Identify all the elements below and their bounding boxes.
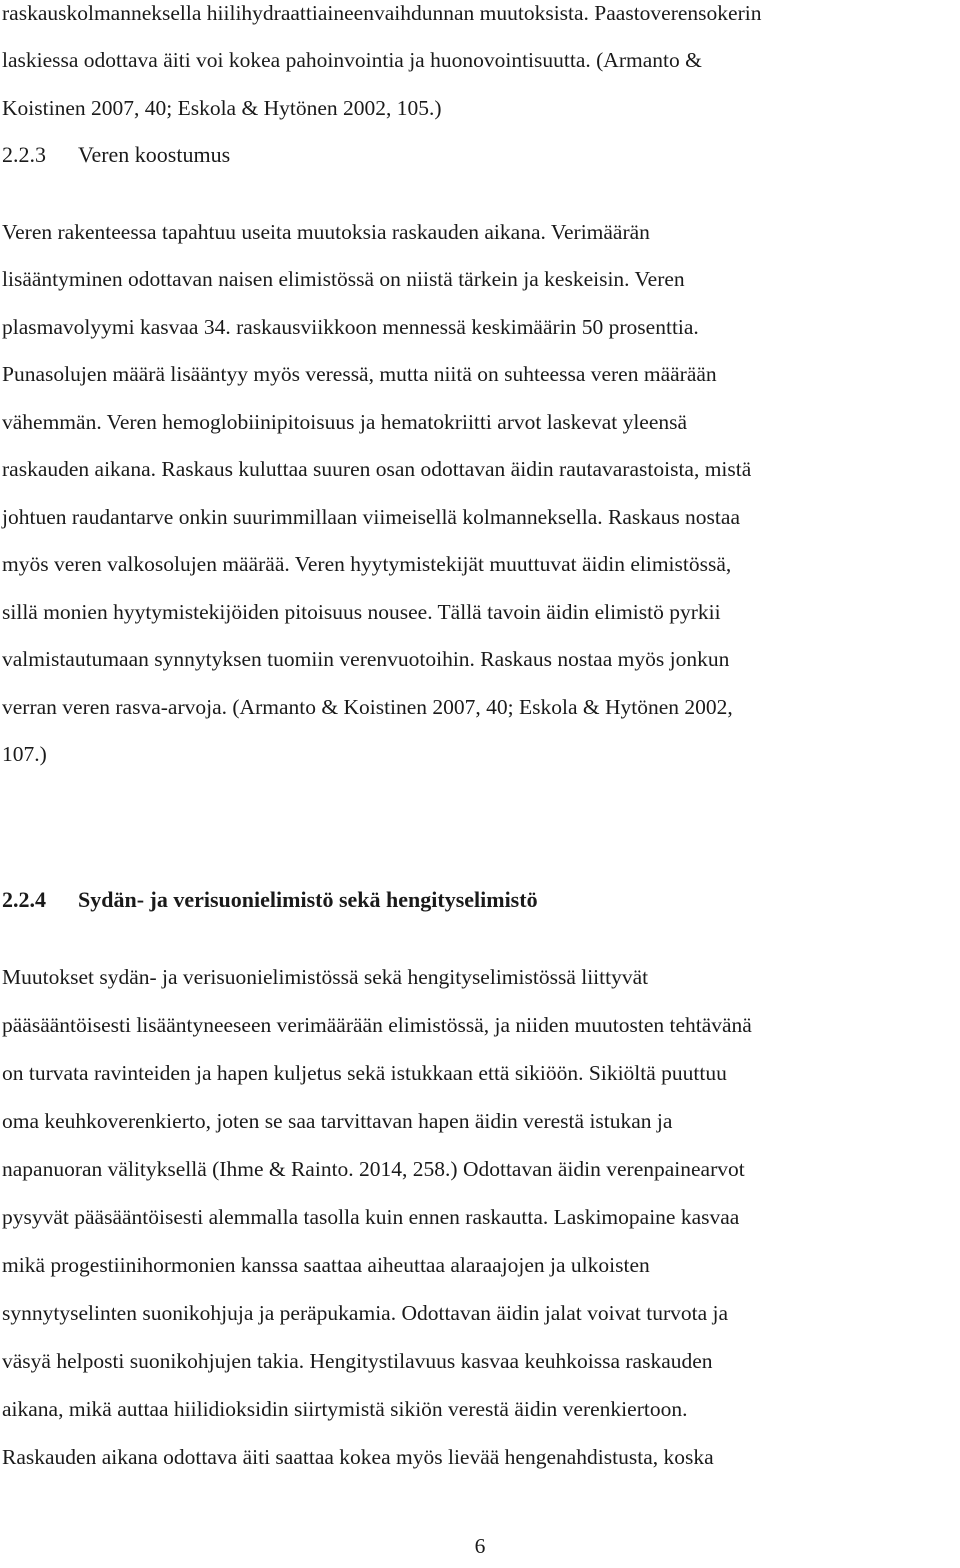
- paragraph-line: Veren rakenteessa tapahtuu useita muutoksia raskauden aikana. Verimäärän: [2, 220, 650, 244]
- paragraph-line: 107.): [2, 742, 47, 766]
- paragraph-line: myös veren valkosolujen määrää. Veren hyytymistekijät muuttuvat äidin elimistössä,: [2, 552, 732, 576]
- paragraph-line: sillä monien hyytymistekijöiden pitoisuus nousee. Tällä tavoin äidin elimistö pyrkii: [2, 600, 721, 624]
- section-title: Sydän- ja verisuonielimistö sekä hengityselimistö: [78, 887, 538, 912]
- paragraph-line: aikana, mikä auttaa hiilidioksidin siirtymistä sikiön verestä äidin verenkiertoon.: [2, 1397, 688, 1421]
- paragraph-line: lisääntyminen odottavan naisen elimistössä on niistä tärkein ja keskeisin. Veren: [2, 267, 685, 291]
- paragraph-line: plasmavolyymi kasvaa 34. raskausviikkoon mennessä keskimäärin 50 prosenttia.: [2, 315, 699, 339]
- paragraph-line: verran veren rasva-arvoja. (Armanto & Koistinen 2007, 40; Eskola & Hytönen 2002,: [2, 695, 733, 719]
- paragraph-line: Punasolujen määrä lisääntyy myös veressä, mutta niitä on suhteessa veren määrään: [2, 362, 717, 386]
- paragraph-line: vähemmän. Veren hemoglobiinipitoisuus ja hematokriitti arvot laskevat yleensä: [2, 410, 688, 434]
- paragraph-line: pääsääntöisesti lisääntyneeseen verimäärään elimistössä, ja niiden muutosten tehtävänä: [2, 1013, 752, 1037]
- paragraph-line: Raskauden aikana odottava äiti saattaa kokea myös lievää hengenahdistusta, koska: [2, 1445, 714, 1469]
- paragraph-line: johtuen raudantarve onkin suurimmillaan viimeisellä kolmanneksella. Raskaus nostaa: [2, 505, 740, 529]
- section-title: Veren koostumus: [78, 142, 231, 167]
- paragraph-line: napanuoran välityksellä (Ihme & Rainto. 2014, 258.) Odottavan äidin verenpainearvot: [2, 1157, 745, 1181]
- paragraph-line: Muutokset sydän- ja verisuonielimistössä sekä hengityselimistössä liittyvät: [2, 965, 649, 989]
- paragraph-line: laskiessa odottava äiti voi kokea pahoinvointia ja huonovointisuutta. (Armanto &: [2, 48, 702, 72]
- paragraph-line: mikä progestiinihormonien kanssa saattaa aiheuttaa alaraajojen ja ulkoisten: [2, 1253, 650, 1277]
- section-number: 2.2.4: [2, 887, 46, 912]
- paragraph-line: raskauskolmanneksella hiilihydraattiaineenvaihdunnan muutoksista. Paastoverensokerin: [2, 1, 762, 25]
- paragraph-line: valmistautumaan synnytyksen tuomiin verenvuotoihin. Raskaus nostaa myös jonkun: [2, 647, 730, 671]
- section-heading-2-2-3: [2, 142, 230, 168]
- page-number: 6: [474, 1534, 486, 1558]
- paragraph-line: oma keuhkoverenkierto, joten se saa tarvittavan hapen äidin verestä istukan ja: [2, 1109, 673, 1133]
- paragraph-line: pysyvät pääsääntöisesti alemmalla tasolla kuin ennen raskautta. Laskimopaine kasvaa: [2, 1205, 740, 1229]
- section-heading-2-2-4: [2, 887, 538, 913]
- paragraph-line: Koistinen 2007, 40; Eskola & Hytönen 2002, 105.): [2, 96, 442, 120]
- section-number: 2.2.3: [2, 142, 46, 167]
- paragraph-line: synnytyselinten suonikohjuja ja peräpukamia. Odottavan äidin jalat voivat turvota ja: [2, 1301, 729, 1325]
- paragraph-line: raskauden aikana. Raskaus kuluttaa suuren osan odottavan äidin rautavarastoista, mistä: [2, 457, 752, 481]
- paragraph-line: väsyä helposti suonikohjujen takia. Hengitystilavuus kasvaa keuhkoissa raskauden: [2, 1349, 713, 1373]
- paragraph-line: on turvata ravinteiden ja hapen kuljetus sekä istukkaan että sikiöön. Sikiöltä puuttuu: [2, 1061, 727, 1085]
